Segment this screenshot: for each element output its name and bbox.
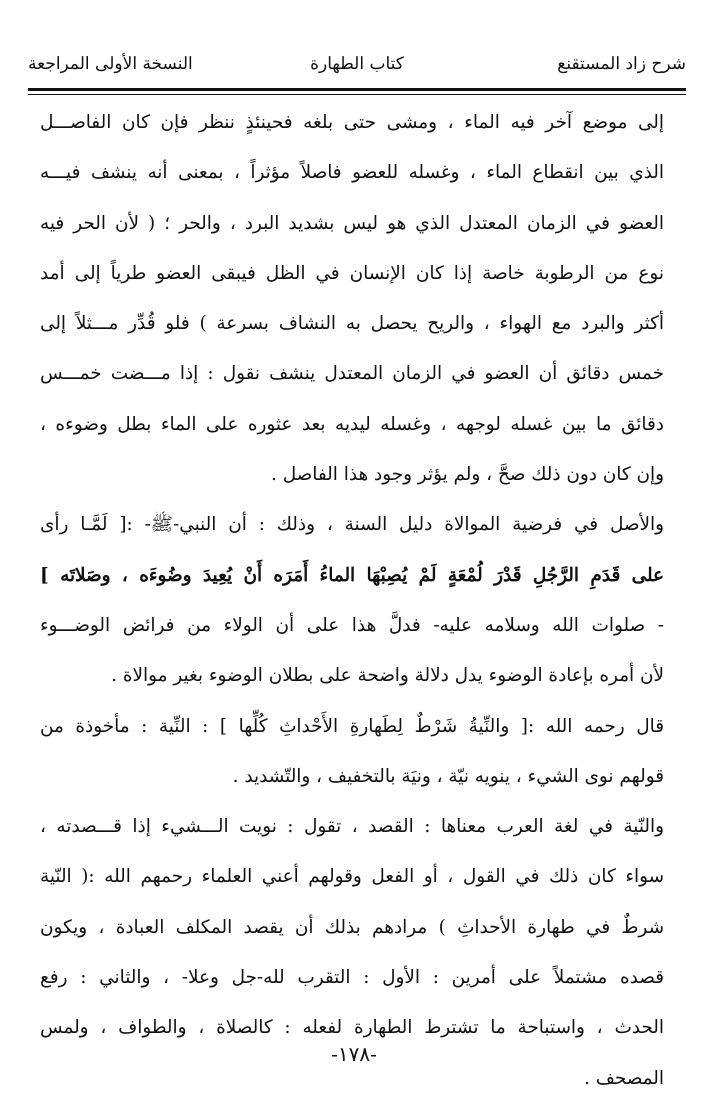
text-line: - صلوات الله وسلامه عليه- فدلَّ هذا على أن الولاء من فرائض الوضـــوء [40,614,664,636]
page-number: -١٧٨- [331,1042,377,1066]
text-line: الذي بين انقطاع الماء ، وغسله للعضو فاصلاً مؤثراً ، بمعنى أنه ينشف فيـــه [40,162,664,184]
text-line: أكثر والبرد مع الهواء ، والريح يحصل به النشاف بسرعة ) فلو قُدِّر مـــثلاً إلى [40,313,664,335]
page-header [28,48,686,88]
text-line: وإن كان دون ذلك صحَّ ، ولم يؤثر وجود هذا الفاصل . [271,464,664,486]
text-line: لأن أمره بإعادة الوضوء يدل دلالة واضحة على بطلان الوضوء بغير موالاة . [111,665,664,687]
text-line: الحدث ، واستباحة ما تشترط الطهارة لفعله : كالصلاة ، والطواف ، ولمس [40,1017,664,1039]
header-rule-thin [28,94,686,95]
matn-quote-line: قال رحمه الله :[ والنِّيةُ شَرْطٌ لِطَهارةِ الأَحْداثِ كُلِّها ] : النِّية : مأخوذة من [40,715,664,737]
hadith-quote-line: على قَدَمِ الرَّجُلِ قَدْرَ لُمْعَةٍ لَمْ يُصِبْهَا الماءُ أَمَرَه أَنْ يُعِيدَ وضُوءَه ، وصَلاتَه ] [40,564,664,586]
header-book-title: شرح زاد المستقنع [557,54,686,74]
text-line: والنّية في لغة العرب معناها : القصد ، تقول : نويت الـــشيء إذا قـــصدته ، [40,816,664,838]
text-line: شرطٌ في طهارة الأحداثِ ) مرادهم بذلك أن يقصد المكلف العبادة ، ويكون [40,916,664,938]
text-line: نوع من الرطوبة خاصة إذا كان الإنسان في الظل فيبقى العضو طرياً إلى أمد [40,262,664,284]
text-line: خمس دقائق أن العضو في الزمان المعتدل ينشف نقول : إذا مـــضت خمـــس [40,363,664,385]
text-line: العضو في الزمان المعتدل الذي هو ليس بشديد البرد ، والحر ؛ ( لأن الحر فيه [40,212,664,234]
header-rule-thick [28,88,686,91]
hadith-intro-line: والأصل في فرضية الموالاة دليل السنة ، وذلك : أن النبي-ﷺ- :[ لَمَّـا رأى [40,514,664,536]
text-line: إلى موضع آخر فيه الماء ، ومشى حتى بلغه فحينئذٍ ننظر فإن كان الفاصـــل [40,112,664,133]
text-line: سواء كان ذلك في القول ، أو الفعل وقولهم أعني العلماء رحمهم الله :( النّية [40,866,664,888]
text-line: دقائق ما بين غسله لوجهه ، وغسله ليديه بعد عثوره على الماء بطل وضوءه ، [40,413,664,435]
text-line: المصحف . [584,1067,664,1089]
text-line: قصده مشتملاً على أمرين : الأول : التقرب لله-جل وعلا- ، والثاني : رفع [40,967,664,989]
page-body [40,98,664,1104]
header-edition-note: النسخة الأولى المراجعة [28,54,193,74]
text-line: قولهم نوى الشيء ، ينويه نيّة ، ونيَة بالتخفيف ، والتّشديد . [232,765,664,787]
header-chapter-title: كتاب الطهارة [310,54,404,74]
